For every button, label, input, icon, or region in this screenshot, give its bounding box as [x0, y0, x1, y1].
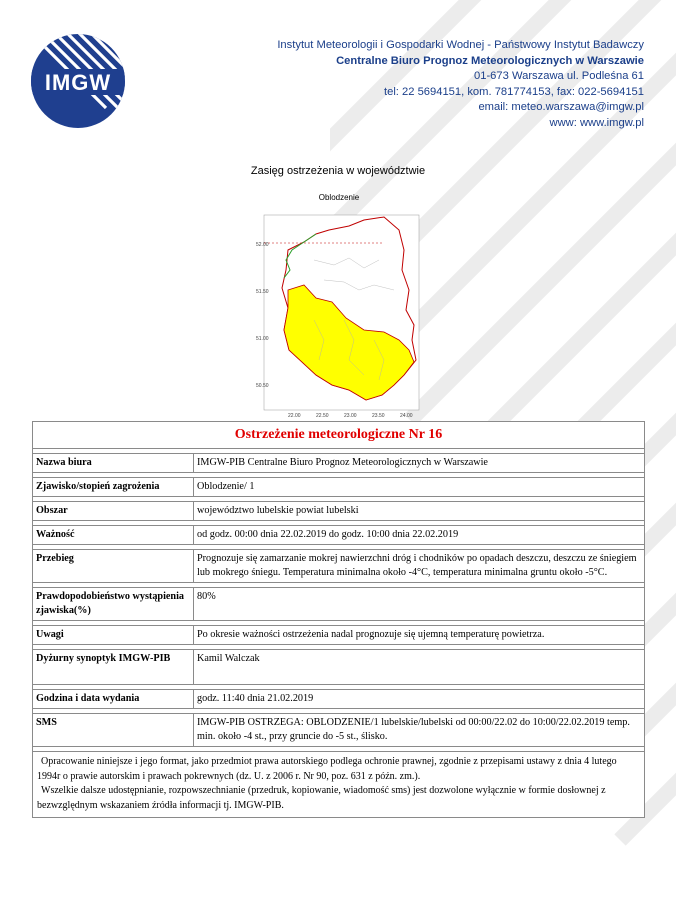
table-row: [33, 626, 645, 645]
warning-table: [32, 421, 645, 818]
map-ylabel-4: 50.50: [256, 383, 269, 389]
map-xlabel-4: 23.50: [372, 413, 385, 419]
map-xlabel-1: 22.00: [288, 413, 301, 419]
svg-text:IMGW: IMGW: [44, 70, 112, 95]
table-row: [33, 454, 645, 473]
row-value: IMGW-PIB Centralne Biuro Prognoz Meteorologicznych w Warszawie: [194, 454, 645, 473]
row-value: województwo lubelskie powiat lubelski: [194, 502, 645, 521]
website[interactable]: www: www.imgw.pl: [549, 116, 644, 129]
row-label: Ważność: [33, 526, 194, 545]
institute-name: Instytut Meteorologii i Gospodarki Wodnej - Państwowy Instytut Badawczy: [277, 39, 644, 51]
map-xlabel-2: 22.50: [316, 413, 329, 419]
map-ylabel-3: 51.00: [256, 336, 269, 342]
address: 01-673 Warszawa ul. Podleśna 61: [474, 70, 644, 83]
map-ylabel-2: 51.50: [256, 289, 269, 295]
row-value: godz. 11:40 dnia 21.02.2019: [194, 690, 645, 709]
row-label: Dyżurny synoptyk IMGW-PIB: [33, 650, 194, 685]
row-label: Obszar: [33, 502, 194, 521]
row-value: Kamil Walczak: [194, 650, 645, 685]
office-name: Centralne Biuro Prognoz Meteorologicznych w Warszawie: [336, 54, 644, 67]
copyright-paragraph-2: Wszelkie dalsze udostępnianie, rozpowszechnianie (przedruk, kopiowanie, wiadomość sms) jest dozwolone wyłącznie w formie dosłownej z bezwzględnym wskazaniem źródła informacji tj. IMGW-PIB.: [37, 785, 606, 811]
map-xlabel-5: 24.00: [400, 413, 413, 419]
table-row: [33, 690, 645, 709]
table-row: [33, 502, 645, 521]
map-title: Oblodzenie: [318, 193, 360, 202]
warning-title: Ostrzeżenie meteorologiczne Nr 16: [33, 422, 645, 449]
map-xlabel-3: 23.00: [344, 413, 357, 419]
row-value: Oblodzenie/ 1: [194, 478, 645, 497]
row-value: IMGW-PIB OSTRZEGA: OBLODZENIE/1 lubelskie/lubelski od 00:00/22.02 do 10:00/22.02.2019 temp. min. około -4 st., przy gruncie do -5 st., ślisko.: [194, 714, 645, 747]
row-label: SMS: [33, 714, 194, 747]
phones: tel: 22 5694151, kom. 781774153, fax: 022-5694151: [383, 85, 644, 98]
row-label: Godzina i data wydania: [33, 690, 194, 709]
row-label: Prawdopodobieństwo wystąpienia zjawiska(%): [33, 588, 194, 621]
email[interactable]: email: meteo.warszawa@imgw.pl: [478, 101, 644, 114]
header-contact: [277, 38, 644, 132]
copyright-paragraph-1: Opracowanie niniejsze i jego format, jako przedmiot prawa autorskiego podlega ochronie prawnej, zgodnie z przepisami ustawy z dnia 4 lutego 1994r o prawie autorskim i prawach pokrewnych (dz. U. z 2006 r. Nr 90, poz. 631 z późn. zm.).: [37, 756, 617, 782]
row-label: Przebieg: [33, 550, 194, 583]
table-row: [33, 588, 645, 621]
imgw-logo: [30, 33, 126, 129]
table-row: [33, 526, 645, 545]
copyright-note: [33, 752, 645, 818]
row-label: Zjawisko/stopień zagrożenia: [33, 478, 194, 497]
row-label: Uwagi: [33, 626, 194, 645]
row-value: Prognozuje się zamarzanie mokrej nawierzchni dróg i chodników po opadach deszczu, deszczu ze śniegiem lub mokrego śniegu. Temperatura minimalna około -4°C, temperatura minimalna gruntu około -5°C.: [194, 550, 645, 583]
row-value: Po okresie ważności ostrzeżenia nadal prognozuje się ujemną temperaturę powietrza.: [194, 626, 645, 645]
table-row: [33, 650, 645, 685]
table-row: [33, 550, 645, 583]
map-ylabel-1: 52.00: [256, 242, 269, 248]
row-value: od godz. 00:00 dnia 22.02.2019 do godz. 10:00 dnia 22.02.2019: [194, 526, 645, 545]
row-label: Nazwa biura: [33, 454, 194, 473]
table-row: [33, 714, 645, 747]
range-title: Zasięg ostrzeżenia w województwie: [250, 165, 426, 177]
row-value: 80%: [194, 588, 645, 621]
warning-map: [254, 190, 424, 420]
table-row: [33, 478, 645, 497]
